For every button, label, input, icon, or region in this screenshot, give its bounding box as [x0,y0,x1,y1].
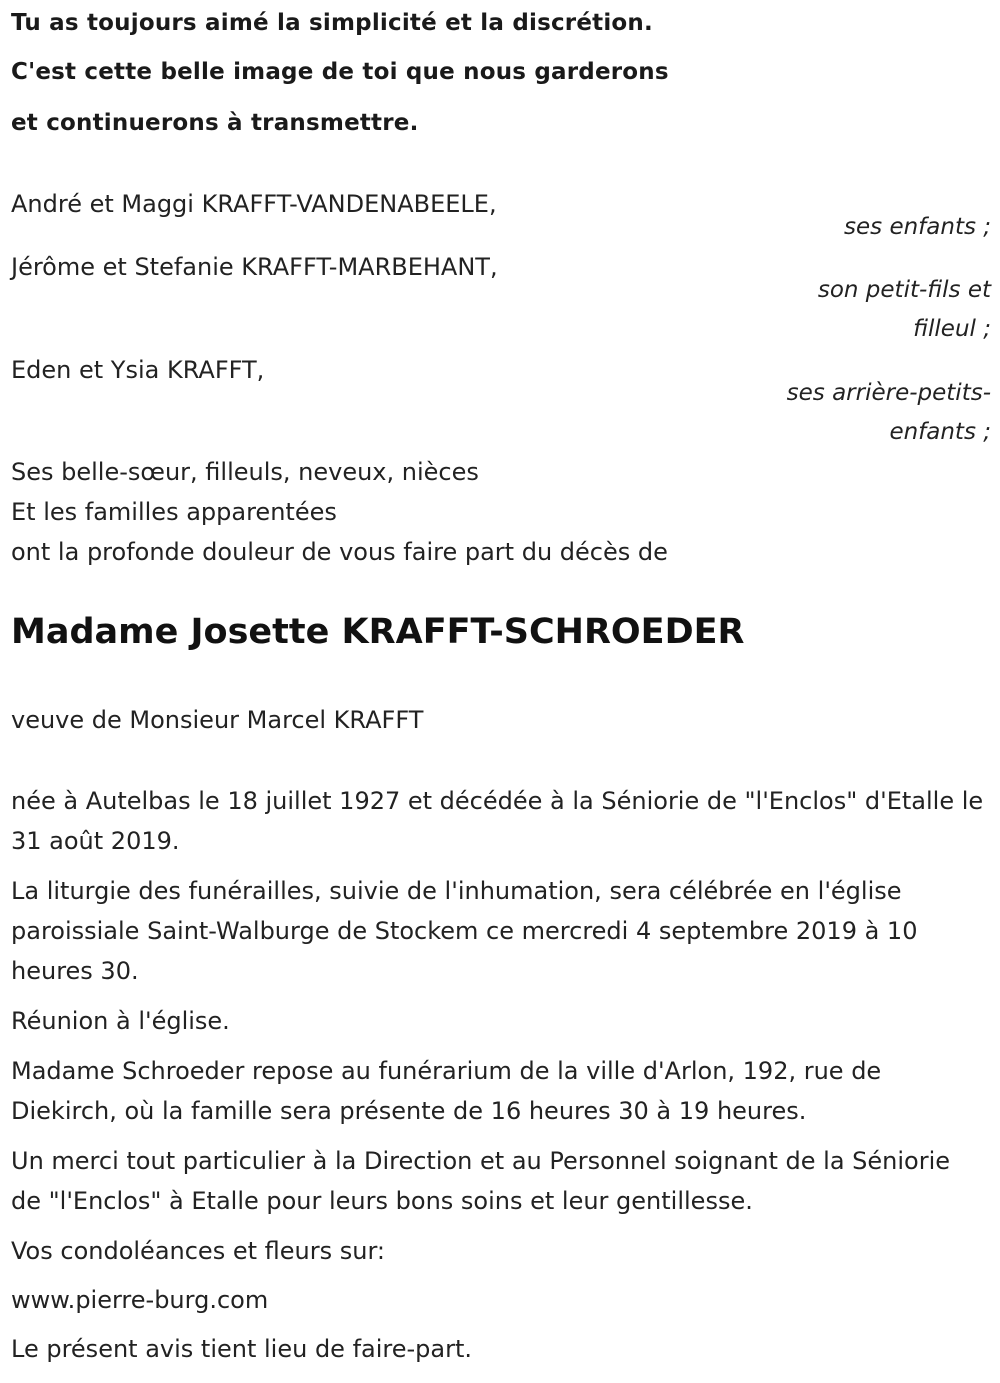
family-role-great-grandchildren-line1: ses arrière-petits- [786,380,991,406]
quote-line-3: et continuerons à transmettre. [11,110,419,136]
quote-line-1: Tu as toujours aimé la simplicité et la discrétion. [11,10,653,36]
notice-paragraph: Le présent avis tient lieu de faire-part. [11,1335,473,1363]
deceased-name: Madame Josette KRAFFT-SCHROEDER [11,612,745,652]
funeral-paragraph: La liturgie des funérailles, suivie de l'inhumation, sera célébrée en l'église paroissiale Saint-Walburge de Stockem ce mercredi 4 septembre 2019 à 10 heures 30. [11,877,918,985]
birth-death-paragraph: née à Autelbas le 18 juillet 1927 et décédée à la Séniorie de "l'Enclos" d'Etalle le 31 août 2019. [11,787,984,855]
family-names-children: André et Maggi KRAFFT-VANDENABEELE, [11,190,497,218]
relatives-line-2: Et les familles apparentées [11,498,337,526]
family-role-grandson-line2: filleul ; [913,316,991,342]
family-role-children: ses enfants ; [844,214,991,240]
condolences-paragraph: Vos condoléances et fleurs sur: [11,1237,385,1265]
family-names-great-grandchildren: Eden et Ysia KRAFFT, [11,356,265,384]
relatives-line-3: ont la profonde douleur de vous faire part du décès de [11,538,668,566]
widow-of: veuve de Monsieur Marcel KRAFFT [11,706,424,734]
family-role-great-grandchildren-line2: enfants ; [889,419,991,445]
relatives-line-1: Ses belle-sœur, filleuls, neveux, nièces [11,458,479,486]
family-names-grandson: Jérôme et Stefanie KRAFFT-MARBEHANT, [11,253,498,281]
meeting-paragraph: Réunion à l'église. [11,1007,230,1035]
funerarium-paragraph: Madame Schroeder repose au funérarium de la ville d'Arlon, 192, rue de Diekirch, où la famille sera présente de 16 heures 30 à 19 heures. [11,1057,882,1125]
website-link[interactable]: www.pierre-burg.com [11,1286,269,1314]
quote-line-2: C'est cette belle image de toi que nous garderons [11,59,669,85]
family-role-grandson-line1: son petit-fils et [817,277,991,303]
thanks-paragraph: Un merci tout particulier à la Direction et au Personnel soignant de la Séniorie de "l'Enclos" à Etalle pour leurs bons soins et leur gentillesse. [11,1147,951,1215]
